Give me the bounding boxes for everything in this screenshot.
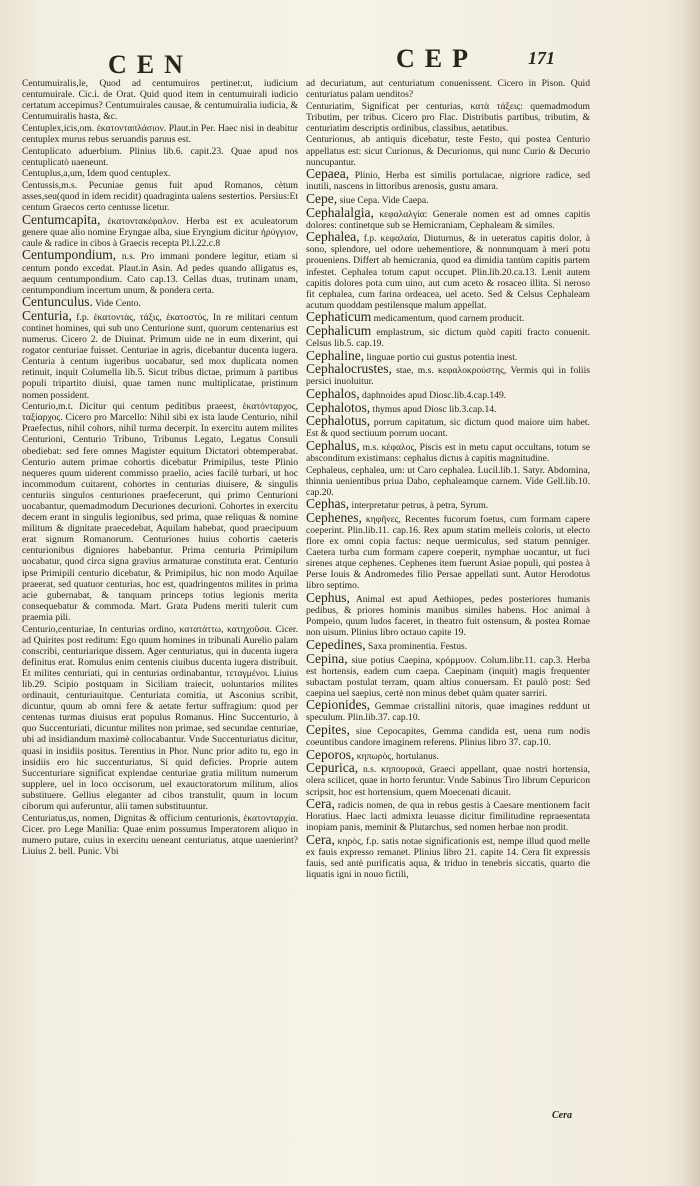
dictionary-entry bbox=[306, 509, 590, 592]
dictionary-entry bbox=[22, 813, 298, 857]
entry-text: ἑκατοντακέφαλον. Herba est ex aculeatorum genere quae alio nomine Eryngae alba, siue Eryngium dicitur ἠρύγγιον, caule & radice in cibos à Graecis recepta Pl.l.22.c.8 bbox=[22, 215, 298, 249]
entry-headword: Ceporos, bbox=[306, 746, 355, 762]
running-head-left: CEN bbox=[108, 50, 193, 79]
dictionary-entry bbox=[22, 249, 298, 295]
dictionary-entry bbox=[22, 168, 298, 179]
entry-text: radicis nomen, de qua in rebus gestis à Caesare mentionem facit Horatius. Haec lacti admixta leuasse dicitur fimilitudine repraesentata inopiam panis, meminit & Plutarchus, sed nomen herbae non prodit. bbox=[306, 800, 590, 834]
entry-headword: Centumcapita, bbox=[22, 211, 101, 227]
entry-text: ad decuriatum, aut centuriatum conuenissent. Cicero in Pison. Quid centuriatus palam uenditos? bbox=[306, 78, 590, 101]
entry-headword: Cephalea, bbox=[306, 229, 360, 245]
entry-headword: Cera, bbox=[306, 796, 335, 812]
entry-headword: Cephalalgia, bbox=[306, 204, 374, 220]
dictionary-entry bbox=[306, 78, 590, 100]
entry-text: Cephaleus, cephalea, um: ut Caro cephalea. Lucil.lib.1. Satyr. Abdomina, thinnia uenientibus priua Dabo, cephaleamque carnem. Vide Gell.lib.10. cap.20. bbox=[306, 464, 590, 498]
catchword: Cera bbox=[552, 1110, 572, 1121]
entry-headword: Cepaea, bbox=[306, 166, 350, 182]
dictionary-entry bbox=[22, 180, 298, 213]
entry-text: κηρὸς, f.p. satis notae significationis est, nempe illud quod melle ex fauis expresso remanet. Plinius libro 21. capite 14. Cera fit expressis fauis, sed antè purificatis aqua, & triduo in tenebris siccatis, quarto die liquatis igni in nouo fictili, bbox=[306, 835, 590, 881]
entry-text: Centuplicato aduerbium. Plinius lib.6. capit.23. Quae apud nos centuplicatò uaeneunt. bbox=[22, 145, 298, 168]
entry-text: Saxa prominentia. Festus. bbox=[368, 640, 468, 652]
dictionary-entry bbox=[306, 415, 590, 439]
left-column bbox=[22, 78, 298, 857]
entry-text: Centuplex,icis,om. ἑκατονταπλάσιον. Plaut.in Per. Haec nisi in deabitur centuplex murus rebus seruandis paruus est. bbox=[22, 122, 298, 145]
entry-text: siue Cepocapites, Gemma candida est, uena rum nodis coeuntibus candore imaginem referens. Plinius libro 37. cap.10. bbox=[306, 726, 591, 749]
dictionary-entry bbox=[306, 831, 590, 881]
entry-headword: Cepe, bbox=[306, 190, 338, 206]
dictionary-entry bbox=[22, 146, 298, 168]
entry-headword: Cephaticum bbox=[306, 309, 372, 325]
entry-headword: Cephalotus, bbox=[306, 413, 371, 429]
entry-text: porrum capitatum, sic dictum quod maiore uim habet. Est & quod sectiuum porrum uocant. bbox=[306, 417, 590, 440]
dictionary-entry bbox=[306, 322, 591, 350]
entry-text: Vide Cento. bbox=[95, 298, 141, 310]
entry-text: f.p. κεφαλαία, Diuturnus, & in ueteratus capitis dolor, à sono, splendore, uel odore uehementiore, & nonnunquam à meri potu proueniens. Differt ab hemicrania, quod ea dimidia tantùm capitis partem infestet. Cephalea totum caput occupet. Plin.lib.20.ca.13. Lenit autem capitis dolores pota cum uino, aut cum aceto & rosaceo illita. Si neroso fit cephalea, cum farina ordeacea, uel aceto. Sed & Celsus Cephaleam acutum quoddam pestilensque malum appellat. bbox=[306, 233, 590, 311]
entry-text: Centuriatim, Significat per centurias, κατὰ τάξεις: quemadmodum Tributim, per tribus. Cicero pro Flac. Distributis partibus, tributim, & centuriatim descriptis ordinibus, classibus, aetatibus. bbox=[306, 100, 590, 134]
entry-headword: Cephalotos, bbox=[306, 399, 371, 415]
entry-text: emplastrum, sic dictum quòd capiti fracto conuenit. Celsus lib.5. cap.19. bbox=[306, 326, 591, 350]
entry-headword: Cera, bbox=[306, 831, 335, 847]
entry-text: thymus apud Diosc lib.3.cap.14. bbox=[372, 403, 497, 415]
entry-headword: Cepionides, bbox=[306, 697, 371, 713]
dictionary-entry bbox=[306, 363, 590, 387]
entry-headword: Cephaline, bbox=[306, 347, 365, 363]
entry-text: siue Cepa. Vide Caepa. bbox=[339, 194, 429, 206]
dictionary-entry bbox=[306, 724, 590, 748]
dictionary-entry bbox=[306, 168, 590, 192]
dictionary-entry bbox=[22, 123, 298, 145]
dictionary-entry bbox=[22, 307, 298, 401]
right-column bbox=[306, 78, 590, 881]
dictionary-entry bbox=[22, 401, 298, 623]
dictionary-entry bbox=[306, 636, 590, 652]
entry-text: siue potius Caepina, κρόμμυον. Colum.libr.11. cap.3. Herba est hortensis, eadem cum caepa. Caepinam (inquit) magis frequenter subactam postulat terram, quam altius conuersam. Et paulò post: Sed caepina uel saepius, certè non minus debet quàm quater sarriri. bbox=[306, 654, 590, 699]
dictionary-entry bbox=[306, 592, 590, 638]
dictionary-entry bbox=[306, 465, 590, 498]
entry-text: κεφαλαλγία: Generale nomen est ad omnes capitis dolores: continetque sub se Hemicraniam, Cephaleam & similes. bbox=[306, 208, 590, 231]
entry-text: Centussis,m.s. Pecuniae genus fuit apud Romanos, cètum asses,seu(quod in idem recidit) quadraginta ualens sestertios. Persius:Et centum Graecos certo centusse licetur. bbox=[22, 179, 298, 214]
running-head-right: CEP bbox=[396, 44, 478, 73]
entry-text: stae, m.s. κεφαλοκρούστης, Vermis qui in foliis persici inuoluitur. bbox=[306, 365, 590, 388]
entry-text: m.s. κέφαλος, Piscis est in metu caput occultans, totum se absconditum existimans: cephalus dictus à capitis magnitudine. bbox=[306, 441, 590, 464]
dictionary-entry bbox=[306, 762, 590, 797]
dictionary-entry bbox=[22, 211, 298, 249]
entry-text: Plinio, Herba est similis portulacae, nigriore radice, sed inutili, nascens in littoribus arenosis, gustu amara. bbox=[306, 170, 590, 193]
entry-text: Animal est apud Aethiopes, pedes posteriores humanis pedibus, & priores hominis manibus similes habens. Hoc animal à Pompeio, quum ludos faceret, in theatro fuit ostensum, & postea Romae non uisum. Plinius libro octauo capite 19. bbox=[306, 594, 590, 639]
entry-text: κηφῆνες, Recentes fucorum foetus, cum formam capere coeperint. Plin.lib.11. cap.16. Rex apum statim melleis coloris, ut electo flore ex omni copia factus: neque uermiculus, sed statum penniger. Caetera turba cum formam capere coeperit, nymphae uocantur, ut fuci sirenes atque cephenes. Cephenes item fuerunt Asiae populi, qui postea à Perse Iouis & Andromedes filio Persae appellati sunt. Autor Herodotus libro septimo. bbox=[306, 513, 590, 592]
entry-text: Centuriatus,us, nomen, Dignitas & officium centurionis, ἑκατονταρχία. Cicer. pro Lege Manilia: Quae enim possumus Imperatorem aliquo in numero putare, cuius in exercitu ueneant centuriatus, atque uaenierint? Liuius 2. bell. Punic. Vbi bbox=[22, 812, 298, 857]
page-number: 171 bbox=[528, 48, 555, 68]
entry-headword: Cephalos, bbox=[306, 385, 360, 401]
entry-text: n.s. κηπουρικά, Graeci appellant, quae nostri hortensia, olera scilicet, quae in horto feruntur. Vnde Sabinus Tiro librum Cepuricon scripsit, hoc est hortensium, quem Moecenati dicauit. bbox=[306, 764, 590, 798]
entry-headword: Cepurica, bbox=[306, 760, 359, 776]
entry-headword: Cepedines, bbox=[306, 636, 366, 652]
entry-text: linguae portio cui gustus potentia inest. bbox=[366, 351, 518, 363]
entry-text: Centurio,centuriae, In centurias ordino, κατατάττω, κατηχοῦσα. Cicer. ad Quirites post reditum: Ego quum homines in tribunali Aurelio palam conscribi, centuriarique dissem. Ager centuriatus, qui in ducenta iugera definitus erat. Romulus enim centenis ciuibus ducenta iugera distribuit. Et milites centuriati, qui in centurias ordinabantur, τεταγμένοι. Liuius lib.29. Scipio postquam in Siciliam traiecit, uoluntarios milites ordinauit, centuriauitque. Centuriata comitia, ut Asconius scribit, dicuntur, quum ab omni fere & aetate fertur suffragium: quod per centenas turmas diuisus erat populus Romanus. Hinc Succenturio, à quo Succenturiati, dicuntur milites non primae, sed secundae centuriae, ubi ad insidiandum maximè collocabantur. Vnde Succenturiatus dicitur, quasi in insidiis positus. Terentius in Phor. Nunc prior adito tu, ego in insidiis ero hic succenturiatus, Si quid deficies. Proprie autem Succenturiare significat explendae centuriae gratia militum numerum supplere, uel in loco occisorum, uel exauctoratorum militum, alios substituere. Gellius eleganter ad cibos transtulit, quum in locum ciborum qui auferuntur, alii tamen substituuntur. bbox=[22, 623, 298, 812]
dictionary-entry bbox=[306, 204, 590, 231]
entry-headword: Cephenes, bbox=[306, 509, 362, 525]
dictionary-entry bbox=[306, 101, 590, 134]
entry-headword: Centumpondium, bbox=[22, 247, 117, 263]
entry-headword: Centuria, bbox=[22, 307, 72, 323]
dictionary-entry bbox=[22, 624, 298, 813]
entry-headword: Cephalicum bbox=[306, 322, 372, 338]
entry-headword: Cepina, bbox=[306, 650, 348, 666]
entry-headword: Cephalocrustes, bbox=[306, 361, 392, 377]
entry-text: Centuplus,a,um, Idem quod centuplex. bbox=[22, 168, 171, 180]
entry-text: Centumuiralis,le, Quod ad centumuiros pertinet:ut, iudicium centumuirale. Cic.i. de Orat. Quid quod item in centumuirali iudicio certatum accepimus? Centumuirales causae, & centumuiralia iudicia, & Centumuiralis hasta, &c. bbox=[22, 78, 298, 123]
entry-headword: Centunculus. bbox=[22, 294, 93, 310]
dictionary-entry bbox=[306, 437, 590, 464]
entry-text: daphnoides apud Diosc.lib.4.cap.149. bbox=[362, 389, 507, 401]
entry-text: f.p. ἑκατοντὰς, τάξις, ἑκατοστύς, In re militari centum continet homines, qui sub uno Centurione sunt, quorum centenarius est numerus. Cicero 2. de Diuinat. Primum uide ne in eum dixerint, qui rogator centuriae fuisset. Centuriae in agris, dicebantur ducenta iugera. Centuria à centum iugeribus uocabatur, sed mox duplicata nomen retinuit, inquit Columella lib.5. Sicut tribus dictae, primum à partibus populi tripartito diuisi, quae tamen nunc multiplicatae, pristinum nomen possident. bbox=[22, 311, 298, 401]
entry-text: medicamentum, quod carnem producit. bbox=[373, 313, 525, 325]
dictionary-entry bbox=[306, 650, 590, 699]
dictionary-entry bbox=[22, 78, 298, 122]
entry-text: Gemmae cristallini nitoris, quae imagines reddunt ut speculum. Plin.lib.37. cap.10. bbox=[306, 701, 590, 724]
entry-text: n.s. Pro immani pondere legitur, etiam si centum pondo excedat. Plaut.in Asin. Ad pedes quando alligatus es, aequum centumpondium. Cato cap.13. Cellas duas, trutinam unam, centumpondium incertum unum, & pondera certa. bbox=[22, 251, 298, 296]
entry-headword: Cephas, bbox=[306, 496, 350, 512]
page-header bbox=[0, 40, 700, 80]
entry-headword: Cephalus, bbox=[306, 437, 360, 453]
dictionary-entry bbox=[306, 231, 590, 311]
dictionary-entry bbox=[306, 134, 590, 167]
entry-headword: Cephus, bbox=[306, 590, 350, 606]
entry-text: κηπωρὸς, hortulanus. bbox=[356, 750, 439, 762]
dictionary-entry bbox=[306, 699, 590, 723]
entry-text: interpretatur petrus, à petra, Syrum. bbox=[351, 500, 489, 512]
dictionary-entry bbox=[306, 798, 590, 833]
entry-text: Centurio,m.t. Dicitur qui centum peditibus praeest, ἑκατόνταρχος, ταξίαρχος. Cicero pro Marcello: Nihil sibi ex ista laude Centurio, nihil Praefectus, nihil cohors, nihil turma decerpit. In exercitu autem milites Centurioni, Centurio Tribuno, Tribunus Legato, Legatus Consuli obediebat: sed fere omnes Magister equitum Dictatori obtemperabat. Centurio autem primae cohortis dicebatur Primipilus, teste Plinio nequeres quum uiderent commisso praelio, acies facilè turbari, ut hoc incommodum cuitarent, cohortes in centurias diuisere, & singulis centuriis singulos centuriones praefecerunt, qui primo Centurioni uocabantur, quemadmodum Decuriones decurioni. Cohortes in exercitu decem erant in singulis legionibus, sed prima, quae reliquas & nomine militum & dignitate praecedebat, Aquilam habebat, quod praecipuum erat signum Romanorum. Centuriones huius cohortis caeteris centurionibus digniores habebantur. Prima centuria Primipilum uocabatur, quod circa signa gravius armaturae constituta erat. Centurio ipse Primipili centurio dicebatur, & Primipilus, hic non modo Aquilae praeerat, sed quatuor centurias, hoc est, quadringentos milites in prima acie gubernabat, & tanquam princeps totius legionis merita consequebatur & commoda. Mart. Grata Pudens meriti tulerit cum praemia pili. bbox=[22, 401, 298, 623]
entry-headword: Cepites, bbox=[306, 722, 350, 738]
entry-text: Centurionus, ab antiquis dicebatur, teste Festo, qui postea Centurio appellatus est: sicut Curionus, & Decurionus, qui nunc Curio & Decurio nuncupantur. bbox=[306, 134, 590, 168]
page-edge-shadow bbox=[682, 0, 700, 1186]
